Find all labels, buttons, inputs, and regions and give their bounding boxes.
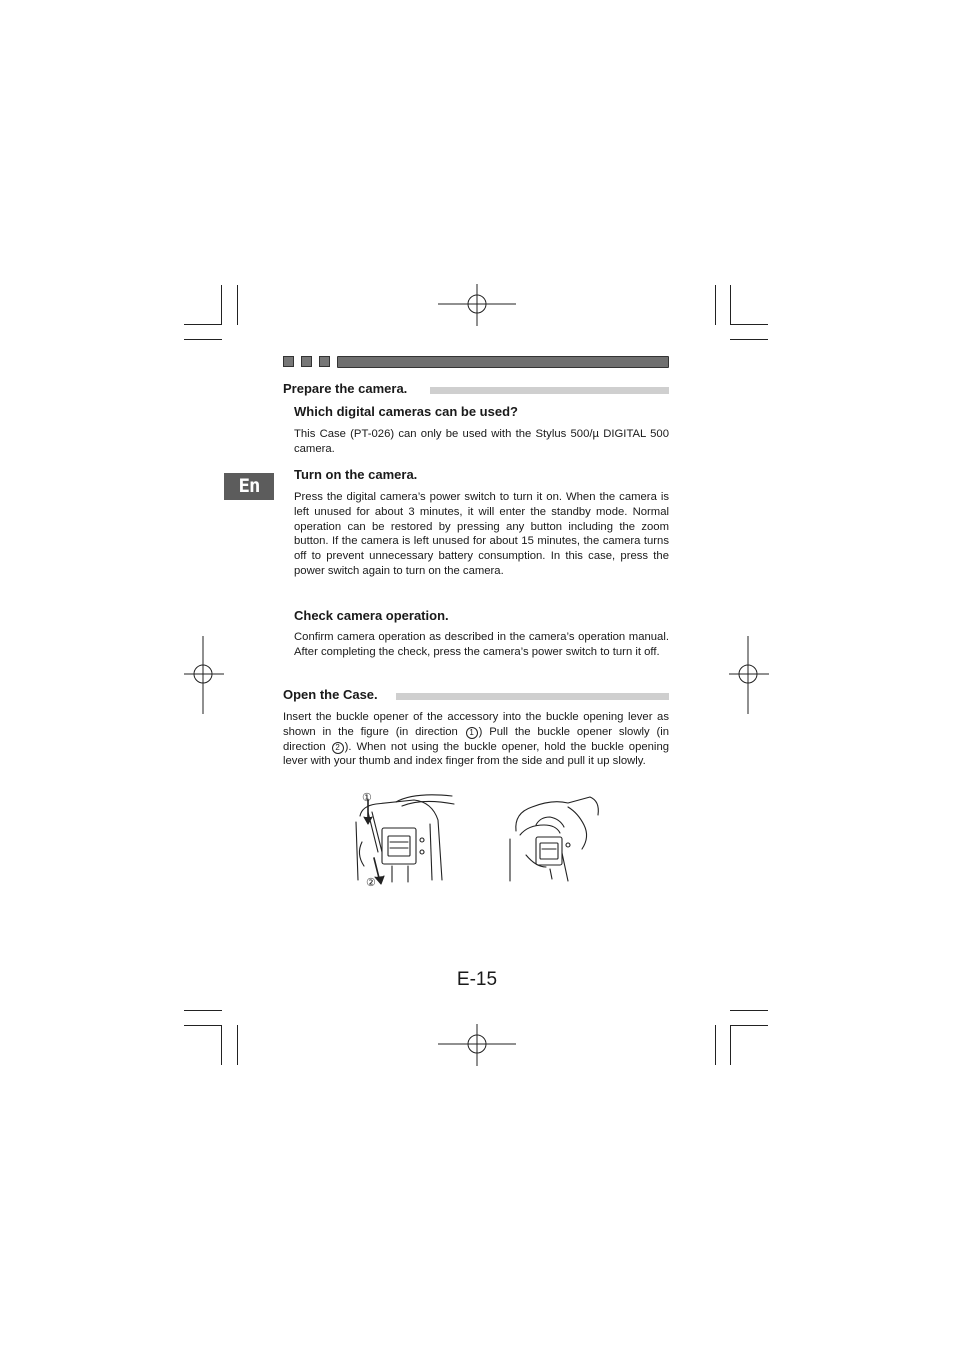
registration-mark-right [727, 636, 771, 714]
page-number: E-15 [456, 969, 498, 990]
section-heading-open: Open the Case. [283, 687, 378, 702]
hand-lever-illustration [506, 795, 606, 885]
language-tab: En [224, 473, 274, 500]
registration-mark-left [182, 636, 226, 714]
paragraph-turn-on: Press the digital camera’s power switch to turn it on. When the camera is left unused for about 3 minutes, it will enter the standby mode. Normal operation can be restored by pressing any button including the zoom button. If the camera is left unused for about 15 minutes, the camera turns off to prevent unnecessary battery consumption. In this case, press the power switch again to turn on the camera. [294, 491, 669, 577]
subheading-which-cameras: Which digital cameras can be used? [294, 404, 518, 419]
figure-label-2: ② [366, 877, 376, 889]
section-rule-prepare [430, 387, 669, 394]
header-bar [337, 356, 669, 368]
registration-mark-bottom [437, 1024, 517, 1066]
section-rule-open [396, 693, 669, 700]
direction-2-marker: 2 [332, 742, 344, 754]
paragraph-check-operation: Confirm camera operation as described in the camera’s operation manual. After completing the check, press the camera’s power switch to turn it off. [294, 631, 669, 658]
buckle-opener-illustration [352, 792, 462, 890]
paragraph-which-cameras: This Case (PT-026) can only be used with the Stylus 500/µ DIGITAL 500 camera. [294, 428, 669, 455]
section-heading-prepare: Prepare the camera. [283, 381, 408, 396]
direction-1-marker: 1 [466, 727, 478, 739]
figure-label-1: ① [362, 792, 372, 804]
subheading-check-operation: Check camera operation. [294, 608, 449, 623]
registration-mark-top [437, 284, 517, 326]
paragraph-open-case: Insert the buckle opener of the accessory into the buckle opening lever as shown in the figure (in direction 1 ) Pull the buckle opener slowly (in direction 2 ). When not using the buckle opener, hold the buckle opening lever with your thumb and index finger from the side and pull it up slowly. [283, 711, 670, 768]
subheading-turn-on: Turn on the camera. [294, 467, 418, 482]
